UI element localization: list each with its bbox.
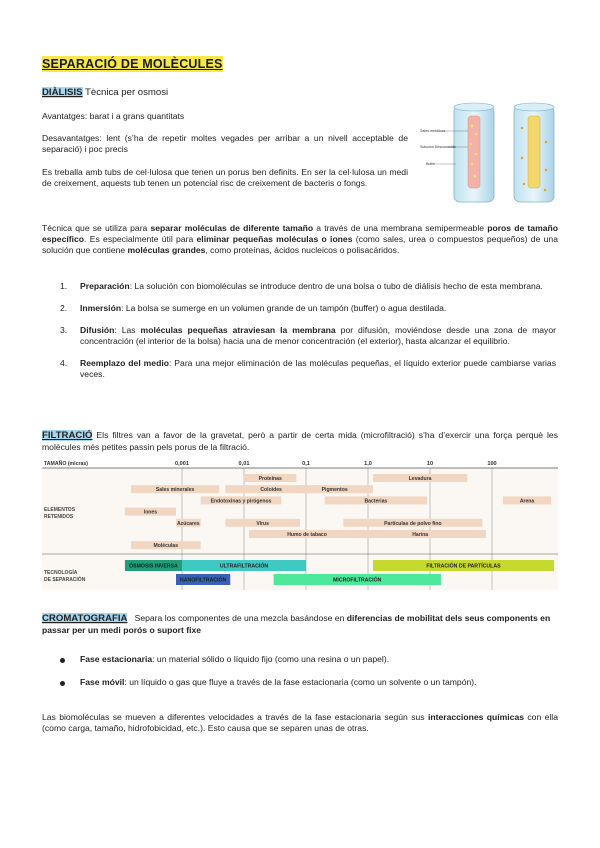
element-label: Humo de tabaco xyxy=(287,532,327,538)
step-number: 4. xyxy=(60,358,68,368)
row-label: DE SEPARACIÓN xyxy=(44,577,86,583)
step-text-pre: : Las xyxy=(114,325,141,335)
element-label: Coloides xyxy=(260,487,282,494)
tecnica-bold-2: poros de tamaño específico xyxy=(42,223,558,244)
dialisis-heading: DIÀLISIS xyxy=(42,87,83,98)
element-label: Endotoxinas y pirógenos xyxy=(210,498,272,505)
bullet-item xyxy=(58,654,558,665)
step-number: 2. xyxy=(60,303,68,313)
element-label: Virus xyxy=(256,520,269,527)
image-label-2: Solución Desconocida xyxy=(420,145,456,149)
image-label-3: Buffer xyxy=(426,162,436,166)
dialisis-heading-line xyxy=(42,87,168,99)
tick-label: 100 xyxy=(487,461,497,467)
cromatografia-text-1: Separa los componentes de una mezcla basándose en xyxy=(127,613,347,623)
bullet-text: : un material sólido o líquido fijo (como una resina o un papel). xyxy=(152,654,390,664)
step-item xyxy=(54,281,556,292)
cromatografia-final xyxy=(42,712,558,734)
dialisis-tubs: Es treballa amb tubs de cel·lulosa que tenen un porus ben definits. En ser la cel·lulosa un medi de creixement, aquests tub tenen un potencial risc de creixement de bacteris o fongs. xyxy=(42,167,408,188)
element-label: Harina xyxy=(412,532,429,538)
tick-label: 0,1 xyxy=(302,461,310,467)
element-label: Partículas de polvo fino xyxy=(384,520,442,527)
bullet-item xyxy=(58,677,558,688)
technology-label: ULTRAFILTRACIÓN xyxy=(219,563,269,570)
step-number: 1. xyxy=(60,281,68,291)
final-text-1: Las biomoléculas se mueven a diferentes velocidades a través de la fase estacionaria según sus xyxy=(42,712,428,722)
element-label: Levadura xyxy=(408,476,432,482)
tecnica-text-2: a través de una membrana semipermeable xyxy=(313,223,488,233)
technology-label: NANOFILTRACIÓN xyxy=(179,577,227,584)
step-item xyxy=(54,325,556,347)
dialisis-desavantatges: Desavantatges: lent (s’ha de repetir moltes vegades per arribar a un nivell acceptable de separació) i poc precis xyxy=(42,133,408,154)
row-label: ELEMENTOS xyxy=(44,507,76,513)
technology-label: FILTRACIÓN DE PARTÍCULAS xyxy=(426,563,501,570)
row-label: RETENIDOS xyxy=(44,514,74,520)
dialysis-illustration xyxy=(418,98,564,210)
final-bold: interacciones químicas xyxy=(427,712,525,722)
element-label: Pigmentos xyxy=(321,487,348,494)
element-label: Moléculas xyxy=(153,543,179,550)
image-label-1: Sales metálicas xyxy=(420,129,446,133)
axis-title: TAMAÑO (micras) xyxy=(44,461,89,467)
element-label: Azúcares xyxy=(176,520,200,527)
technology-label: MICROFILTRACIÓN xyxy=(333,577,382,584)
dialisis-tecnica xyxy=(42,223,558,256)
bullet-label: Fase estacionaria xyxy=(80,654,153,664)
tecnica-text-1: Técnica que se utiliza para xyxy=(42,223,151,233)
cromatografia-heading: CROMATOGRAFIA xyxy=(42,613,128,624)
row-label: TECNOLOGÍA xyxy=(44,570,78,576)
dialisis-subtitle: Tècnica per osmosi xyxy=(85,87,169,98)
tecnica-bold-1: separar moléculas de diferente tamaño xyxy=(150,223,314,233)
final-text-2: con ella (como carga, tamaño, hidrofobicidad, etc.). Esto causa que se separen unas de otras. xyxy=(42,712,558,733)
cromatografia-bullets xyxy=(58,654,558,700)
bullet-dot xyxy=(60,658,65,663)
tecnica-text-4: (como sales, urea o compuestos pequeños) de una solución que contiene xyxy=(42,234,558,255)
tick-label: 0,001 xyxy=(175,461,189,467)
step-item xyxy=(54,358,556,380)
step-item xyxy=(54,303,556,314)
tecnica-text-3: . Es especialmente útil para xyxy=(84,234,197,244)
step-label: Inmersión xyxy=(80,303,122,313)
step-bold: moléculas pequeñas atraviesan la membrana xyxy=(140,325,336,335)
step-text: : Para una mejor eliminación de las moléculas pequeñas, el líquido exterior puede cambiarse varias veces. xyxy=(80,358,556,379)
tecnica-text-5: , como proteínas, ácidos nucleicos o polisacáridos. xyxy=(205,245,400,255)
step-number: 3. xyxy=(60,325,68,335)
step-text: por difusión, moviéndose desde una zona de mayor concentración (el interior de la bolsa) hacia una de menor concentración (el exterior), hasta alcanzar el equilibrio. xyxy=(80,325,556,346)
step-label: Preparación xyxy=(80,281,130,291)
cromatografia-paragraph xyxy=(42,613,558,636)
filtracio-paragraph xyxy=(42,430,558,453)
filtration-spectrum-chart xyxy=(42,456,558,594)
step-label: Reemplazo del medio xyxy=(80,358,169,368)
filtracio-heading: FILTRACIÓ xyxy=(42,430,93,441)
tick-label: 1,0 xyxy=(364,461,372,467)
tecnica-bold-4: moléculas grandes xyxy=(127,245,206,255)
bullet-text: : un líquido o gas que fluye a través de la fase estacionaria (como un solvente o un tampón). xyxy=(124,677,477,687)
element-label: Iones xyxy=(143,509,158,516)
technology-label: ÓSMOSIS INVERSA xyxy=(129,563,178,570)
bullet-label: Fase móvil xyxy=(80,677,125,687)
filtration-spectrum-svg xyxy=(42,456,558,594)
element-label: Arena xyxy=(519,498,535,505)
bullet-dot xyxy=(60,681,65,686)
step-text: : La bolsa se sumerge en un volumen grande de un tampón (buffer) o agua destilada. xyxy=(121,303,447,313)
step-label: Difusión xyxy=(80,325,115,335)
step-text: : La solución con biomoléculas se introduce dentro de una bolsa o tubo de diálisis hecho de esta membrana. xyxy=(129,281,543,291)
dialisis-steps xyxy=(54,281,556,391)
tecnica-bold-3: eliminar pequeñas moléculas o iones xyxy=(196,234,353,244)
element-label: Sales minerales xyxy=(155,487,195,494)
filtracio-text: Els filtres van a favor de la gravetat, però a partir de certa mida (microfiltració) s’ha d’exercir una força perquè les molècules més petites passin pels porus de la filtració. xyxy=(42,430,558,453)
dialisis-avantatges: Avantatges: barat i a grans quantitats xyxy=(42,111,185,121)
cromatografia-bold-1: diferencias de mobilitat dels seus components en passar per un medi porós o suport fixe xyxy=(42,613,551,636)
tick-label: 0,01 xyxy=(238,461,250,467)
element-label: Proteínas xyxy=(258,476,282,482)
page-title: SEPARACIÓ DE MOLÈCULES xyxy=(42,57,223,71)
element-label: Bacterias xyxy=(364,498,388,505)
tick-label: 10 xyxy=(426,461,434,467)
